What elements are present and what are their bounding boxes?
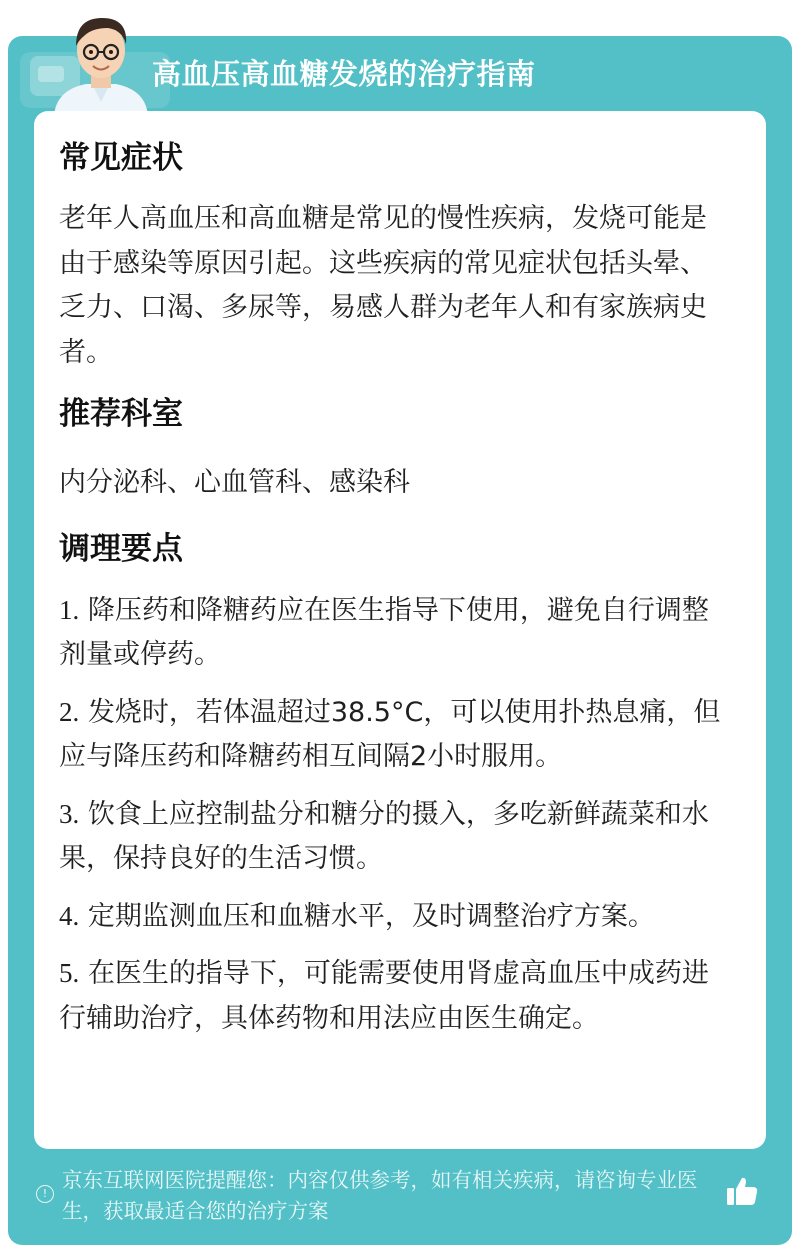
list-item-text: 降压药和降糖药应在医生指导下使用，避免自行调整剂量或停药。 (59, 594, 709, 670)
list-item (59, 792, 729, 882)
doctor-avatar-icon (46, 6, 156, 116)
list-item (59, 690, 729, 780)
departments-text: 内分泌科、心血管科、感染科 (59, 467, 410, 498)
list-item (59, 951, 729, 1041)
list-item-text: 在医生的指导下，可能需要使用肾虚高血压中成药进行辅助治疗，具体药物和用法应由医生确定。 (59, 958, 709, 1034)
care-tips-list (59, 588, 729, 1042)
list-item-number: 4. (59, 900, 80, 931)
section-heading-symptoms: 常见症状 (59, 140, 183, 176)
section-heading-care: 调理要点 (59, 530, 183, 567)
list-item (59, 588, 729, 678)
section-heading-departments: 推荐科室 (59, 396, 183, 432)
list-item-number: 2. (59, 696, 80, 727)
list-item-number: 1. (59, 594, 80, 625)
article-content (59, 133, 729, 1053)
list-item-number: 3. (59, 798, 80, 829)
disclaimer-text: 京东互联网医院提醒您：内容仅供参考，如有相关疾病，请咨询专业医生，获取最适合您的治疗方案 (62, 1168, 698, 1223)
list-item-number: 5. (59, 958, 80, 988)
list-item (59, 894, 729, 940)
list-item-text: 饮食上应控制盐分和糖分的摄入，多吃新鲜蔬菜和水果，保持良好的生活习惯。 (59, 798, 709, 874)
symptoms-text: 老年人高血压和高血糖是常见的慢性疾病，发烧可能是由于感染等原因引起。这些疾病的常见症状包括头晕、乏力、口渴、多尿等，易感人群为老年人和有家族病史者。 (59, 203, 707, 368)
content-card (34, 111, 766, 1149)
thumbs-up-icon[interactable] (724, 1173, 760, 1209)
page-title: 高血压高血糖发烧的治疗指南 (152, 57, 536, 91)
list-item-text: 定期监测血压和血糖水平，及时调整治疗方案。 (87, 900, 655, 932)
list-item-text: 发烧时，若体温超过38.5°C，可以使用扑热息痛，但应与降压药和降糖药相互间隔2小时服用。 (59, 696, 721, 772)
info-icon: ! (36, 1185, 54, 1203)
